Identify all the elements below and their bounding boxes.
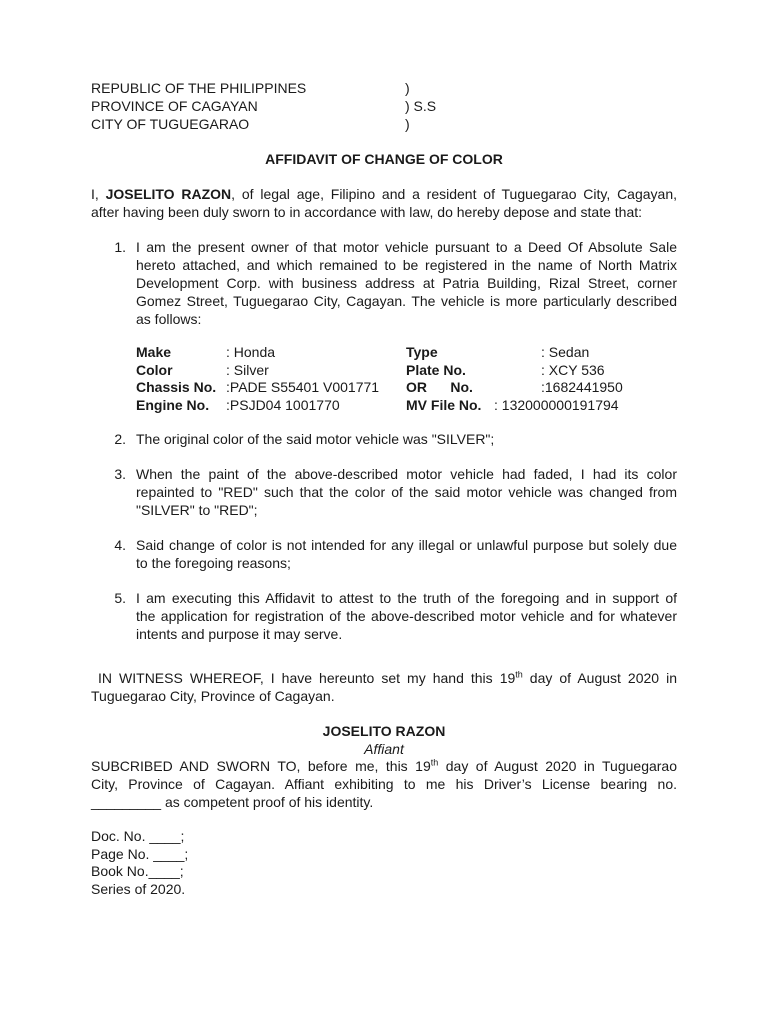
witness-line-2: Tuguegarao City, Province of Cagayan. [91,688,335,704]
jurat-line-3: _________ as competent proof of his identity. [91,794,374,810]
witness-text-b: day of August 2020 in [522,670,677,686]
affiant-name: JOSELITO RAZON [105,186,232,202]
venue-paren-ss: ) S.S [405,98,437,114]
spec-label-or: OR No. [406,379,473,395]
item-5-line: intents and purpose it may serve. [136,626,343,642]
signatory-role-text: Affiant [364,741,404,757]
spec-value-chassis: :PADE S55401 V001771 [226,379,380,395]
witness-line-1 [91,669,677,687]
item-1-line: Gomez Street, Tuguegarao City, Cagayan. The vehicle is more particularly described [136,293,677,309]
item-4-line: to the foregoing reasons; [136,555,291,571]
venue-paren-3: ) [405,116,410,132]
spec-value-make: : Honda [226,344,276,360]
spec-label-make: Make [136,344,172,360]
spec-value-engine: :PSJD04 1001770 [226,397,340,413]
spec-value-type: : Sedan [541,344,590,360]
item-1-line: I am the present owner of that motor vehicle pursuant to a Deed Of Absolute Sale [136,239,677,255]
spec-label-engine: Engine No. [136,397,210,413]
notarial-series: Series of 2020. [91,881,186,897]
spec-value-color: : Silver [226,362,269,378]
witness-ordinal: th [515,669,523,680]
item-1-line: hereto attached, and which remained to be registered in the name of North Matrix [136,257,677,273]
intro-rest: , of legal age, Filipino and a resident of Tuguegarao City, Cagayan, [231,186,677,202]
venue-province: PROVINCE OF CAGAYAN [91,98,258,114]
venue-paren-1: ) [405,80,410,96]
notarial-book-no: Book No.____; [91,863,184,879]
spec-value-plate: : XCY 536 [541,362,605,378]
item-5-line: the application for registration of the above-described motor vehicle and for whatever [136,608,677,624]
item-2-number: 2. [114,431,126,447]
spec-label-type: Type [406,344,438,360]
item-3-line: "SILVER" to "RED"; [136,502,258,518]
item-1-number: 1. [114,239,126,255]
intro-line-2: after having been duly sworn to in accordance with law, do hereby depose and state that: [91,204,643,220]
item-5-number: 5. [114,590,126,606]
venue-country: REPUBLIC OF THE PHILIPPINES [91,80,307,96]
item-3-line: When the paint of the above-described motor vehicle had faded, I had its color [136,466,677,482]
witness-text-a: IN WITNESS WHEREOF, I have hereunto set my hand this 19 [91,670,516,686]
item-4-line: Said change of color is not intended for any illegal or unlawful purpose but solely due [136,537,677,553]
item-3-line: repainted to "RED" such that the color of the said motor vehicle was changed from [136,484,677,500]
item-3-number: 3. [114,466,126,482]
spec-label-plate: Plate No. [406,362,466,378]
document-title: AFFIDAVIT OF CHANGE OF COLOR [265,151,503,167]
spec-label-mv-file: MV File No. [406,397,482,413]
item-2-line: The original color of the said motor vehicle was "SILVER"; [136,431,495,447]
intro-line-1 [91,185,677,203]
jurat-line-2: City, Province of Cagayan. Affiant exhibiting to me his Driver’s License bearing no. [91,776,677,792]
notarial-page-no: Page No. ____; [91,846,189,862]
spec-label-chassis: Chassis No. [136,379,217,395]
signatory-role [0,740,768,758]
signatory-name: JOSELITO RAZON [322,723,446,739]
item-4-number: 4. [114,537,126,553]
jurat-ordinal: th [430,757,439,768]
jurat-line-1 [91,757,677,775]
intro-prefix: I, [91,186,99,202]
jurat-text-b: day of August 2020 in Tuguegarao [438,758,678,774]
notarial-doc-no: Doc. No. ____; [91,828,185,844]
item-5-line: I am executing this Affidavit to attest to the truth of the foregoing and in support of [136,590,677,606]
item-1-line: as follows: [136,311,202,327]
spec-label-color: Color [136,362,173,378]
jurat-text-a: SUBCRIBED AND SWORN TO, before me, this 19 [91,758,431,774]
spec-value-or: :1682441950 [541,379,623,395]
item-1-line: Development Corp. with business address at Patria Building, Rizal Street, corner [136,275,677,291]
spec-value-mv-file: : 132000000191794 [494,397,619,413]
venue-city: CITY OF TUGUEGARAO [91,116,250,132]
